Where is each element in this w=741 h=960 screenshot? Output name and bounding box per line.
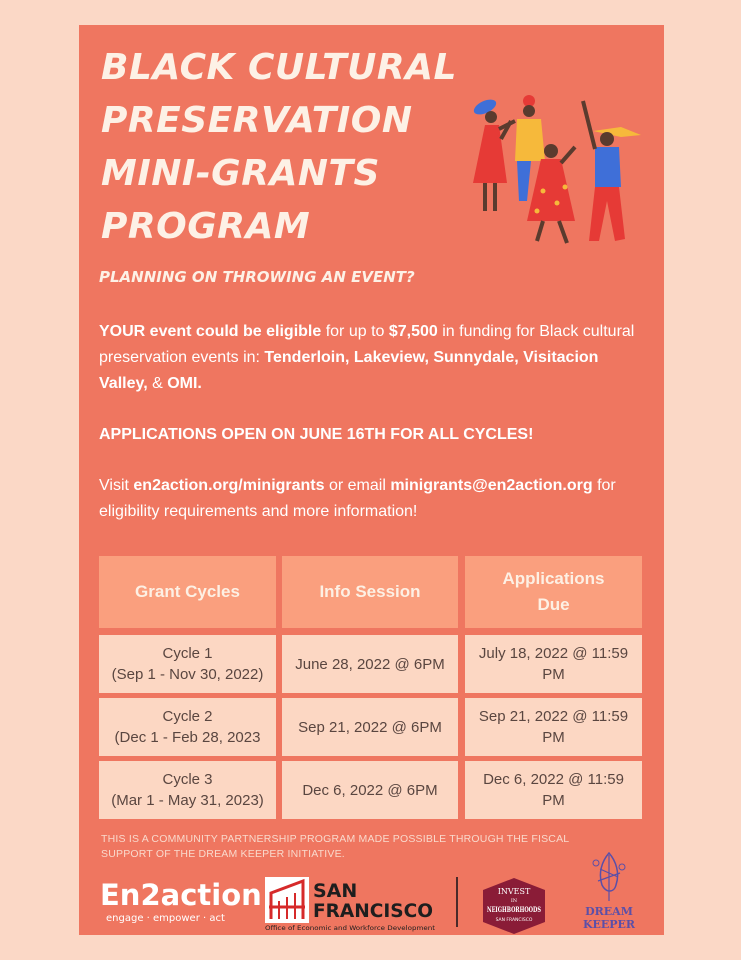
san-francisco-logo (265, 877, 440, 933)
dream-keeper-logo (584, 845, 634, 933)
subtitle: PLANNING ON THROWING AN EVENT? (99, 268, 415, 286)
table-row-1-cycle (99, 635, 276, 693)
table-row-1-due: July 18, 2022 @ 11:59 PM (465, 635, 642, 693)
dream-keeper-line2: KEEPER (582, 918, 636, 931)
neighborhoods: Tenderloin, Lakeview, Sunnydale, Visitacion Valley, (99, 349, 599, 392)
invest-logo-line2: IN (510, 898, 518, 904)
cycle-name: Cycle 2 (162, 708, 213, 725)
contact-text: for eligibility requirements and more information! (99, 477, 616, 520)
contact-text: or email (324, 477, 391, 494)
table-row-1-info: June 28, 2022 @ 6PM (282, 635, 458, 693)
page-title (101, 41, 481, 253)
en2action-logo-name: En2action (100, 878, 262, 912)
eligibility-text: & (147, 375, 168, 392)
title-line: MINI-GRANTS (101, 153, 380, 194)
cycle-range: (Dec 1 - Feb 28, 2023 (114, 729, 261, 746)
logo-divider (456, 877, 458, 927)
cycle-name: Cycle 1 (162, 645, 213, 662)
cycle-name: Cycle 3 (162, 771, 213, 788)
header-applications-due: Applications Due (465, 556, 642, 628)
table-row-2-info: Sep 21, 2022 @ 6PM (282, 698, 458, 756)
table-row-3-due: Dec 6, 2022 @ 11:59 PM (465, 761, 642, 819)
eligibility-text: for up to (321, 323, 389, 340)
contact-paragraph (99, 473, 649, 525)
funding-amount: $7,500 (388, 323, 438, 340)
contact-text: Visit (99, 477, 134, 494)
eligibility-paragraph (99, 319, 649, 397)
title-line: PRESERVATION (101, 100, 413, 141)
invest-in-neighborhoods-logo (479, 878, 549, 934)
neighborhoods: OMI. (167, 375, 202, 392)
table-row-3-cycle (99, 761, 276, 819)
title-line: PROGRAM (101, 206, 311, 247)
footer-note: THIS IS A COMMUNITY PARTNERSHIP PROGRAM MADE POSSIBLE THROUGH THE FISCAL SUPPORT OF THE DREAM KEEPER INITIATIVE. (101, 833, 569, 860)
sf-logo-line1: SAN (313, 880, 358, 902)
website-link[interactable]: en2action.org/minigrants (133, 477, 325, 494)
sf-logo-line3: Office of Economic and Workforce Development (265, 924, 436, 932)
table-row-2-cycle (99, 698, 276, 756)
invest-logo-line3: NEIGHBORHOODS (487, 905, 541, 914)
header-info-session: Info Session (282, 556, 458, 628)
table-row-2-due: Sep 21, 2022 @ 11:59 PM (465, 698, 642, 756)
dancers-illustration (471, 91, 646, 251)
eligibility-text: in funding for Black cultural preservation events in: (99, 323, 635, 366)
cycle-range: (Mar 1 - May 31, 2023) (111, 792, 264, 809)
eligibility-lead: YOUR event could be eligible (99, 323, 322, 340)
en2action-logo (100, 877, 262, 927)
sf-logo-line2: FRANCISCO (313, 900, 433, 922)
table-row-3-info: Dec 6, 2022 @ 6PM (282, 761, 458, 819)
email-link[interactable]: minigrants@en2action.org (390, 477, 593, 494)
poster (79, 25, 664, 935)
cycle-range: (Sep 1 - Nov 30, 2022) (111, 666, 264, 683)
header-grant-cycles: Grant Cycles (99, 556, 276, 628)
en2action-logo-tagline: engage · empower · act (106, 913, 225, 924)
title-line: BLACK CULTURAL (101, 47, 457, 88)
dream-keeper-line1: DREAM (585, 905, 633, 918)
applications-open: APPLICATIONS OPEN ON JUNE 16TH FOR ALL CYCLES! (99, 426, 534, 443)
invest-logo-line1: INVEST (497, 887, 531, 896)
invest-logo-line4: SAN FRANCISCO (495, 918, 533, 923)
